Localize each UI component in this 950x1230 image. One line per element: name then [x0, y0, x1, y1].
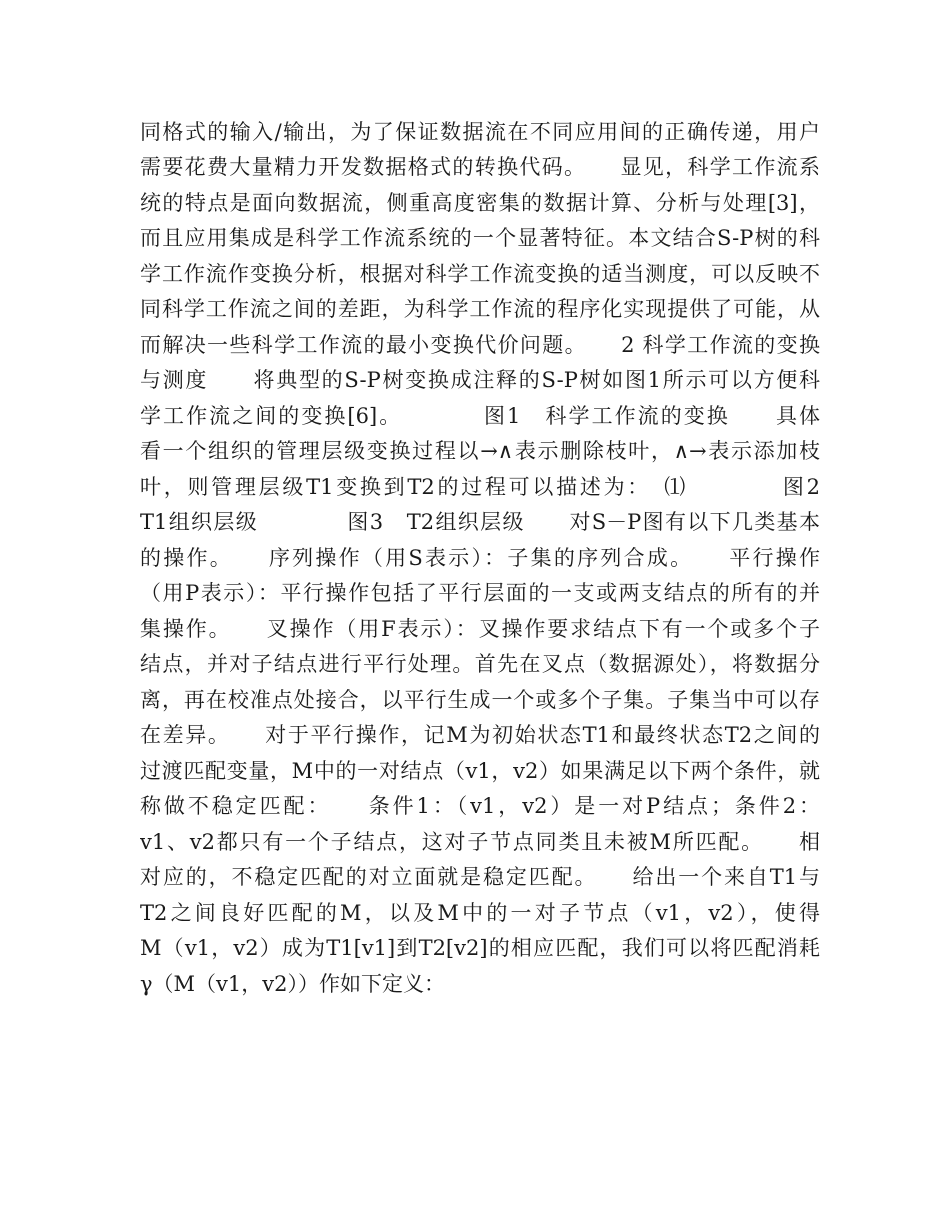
paragraph-line: 结点，并对子结点进行平行处理。首先在叉点（数据源处），将数据分 — [140, 652, 820, 676]
paragraph-line: 学工作流之间的变换[6]。 图1 科学工作流的变换 具体 — [140, 404, 820, 428]
paragraph-line: 在差异。 对于平行操作，记M为初始状态T1和最终状态T2之间的 — [140, 723, 820, 747]
paragraph-line: 叶，则管理层级T1变换到T2的过程可以描述为： ⑴ 图2 — [140, 475, 820, 499]
paragraph-line: 同科学工作流之间的差距，为科学工作流的程序化实现提供了可能，从 — [140, 297, 820, 321]
paragraph-line: M（v1，v2）成为T1[v1]到T2[v2]的相应匹配，我们可以将匹配消耗 — [140, 936, 820, 960]
paragraph-line: 与测度 将典型的S-P树变换成注释的S-P树如图1所示可以方便科 — [140, 368, 820, 392]
paragraph-line: 统的特点是面向数据流，侧重高度密集的数据计算、分析与处理[3]， — [140, 191, 820, 215]
paragraph-line: 学工作流作变换分析，根据对科学工作流变换的适当测度，可以反映不 — [140, 262, 820, 286]
paragraph-line: 同格式的输入/输出，为了保证数据流在不同应用间的正确传递，用户 — [140, 120, 820, 144]
paragraph-line: 对应的，不稳定匹配的对立面就是稳定匹配。 给出一个来自T1与 — [140, 865, 820, 889]
paragraph-line: 而且应用集成是科学工作流系统的一个显著特征。本文结合S-P树的科 — [140, 226, 820, 250]
paragraph-last-line: γ（M（v1，v2））作如下定义： — [140, 972, 446, 996]
paragraph-line: 看一个组织的管理层级变换过程以→∧表示删除枝叶，∧→表示添加枝 — [140, 439, 820, 463]
paragraph-line: 集操作。 叉操作（用F表示）：叉操作要求结点下有一个或多个子 — [140, 617, 820, 641]
paragraph-line: （用P表示）：平行操作包括了平行层面的一支或两支结点的所有的并 — [140, 581, 820, 605]
paragraph-line: 称做不稳定匹配： 条件1：（v1，v2）是一对P结点；条件2： — [140, 794, 820, 818]
paragraph-line: v1、v2都只有一个子结点，这对子节点同类且未被M所匹配。 相 — [140, 830, 820, 854]
paragraph-line: T1组织层级 图3 T2组织层级 对S－P图有以下几类基本 — [140, 510, 820, 534]
paragraph-line: 需要花费大量精力开发数据格式的转换代码。 显见，科学工作流系 — [140, 155, 820, 179]
paragraph-line: 过渡匹配变量，M中的一对结点（v1，v2）如果满足以下两个条件，就 — [140, 759, 820, 783]
paragraph-line: T2之间良好匹配的M，以及M中的一对子节点（v1，v2），使得 — [140, 901, 820, 925]
paragraph-line: 离，再在校准点处接合，以平行生成一个或多个子集。子集当中可以存 — [140, 688, 820, 712]
paragraph-line: 而解决一些科学工作流的最小变换代价问题。 2 科学工作流的变换 — [140, 333, 820, 357]
paragraph-line: 的操作。 序列操作（用S表示）：子集的序列合成。 平行操作 — [140, 546, 820, 570]
